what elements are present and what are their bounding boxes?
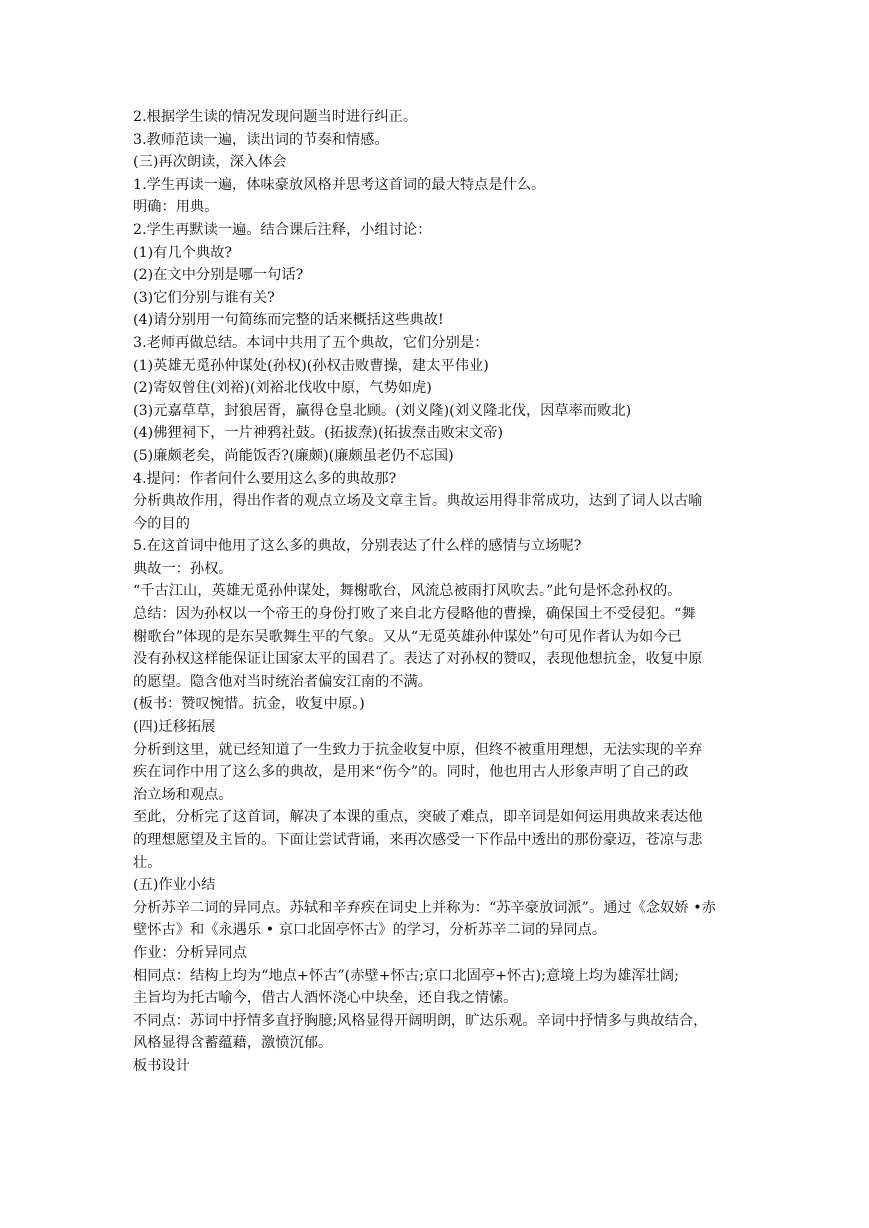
text-line: 3.教师范读一遍，读出词的节奏和情感。	[133, 131, 389, 148]
text-line: 不同点：苏词中抒情多直抒胸臆;风格显得开阔明朗，旷达乐观。辛词中抒情多与典故结合，	[133, 1012, 708, 1029]
text-line: 的愿望。隐含他对当时统治者偏安江南的不满。	[133, 673, 432, 690]
text-line: (2)在文中分别是哪一句话?	[133, 267, 304, 284]
section-heading: (五)作业小结	[133, 877, 216, 894]
text-line: 3.老师再做总结。本词中共用了五个典故，它们分别是：	[133, 334, 489, 351]
text-line: (板书：赞叹惋惜。抗金，收复中原。)	[133, 696, 365, 713]
text-line: (2)寄奴曾住(刘裕)(刘裕北伐收中原，气势如虎)	[133, 380, 432, 397]
text-line: 分析典故作用，得出作者的观点立场及文章主旨。典故运用得非常成功，达到了词人以古喻	[133, 493, 703, 510]
text-line: 4.提问：作者问什么要用这么多的典故那?	[133, 470, 397, 487]
text-line: (4)请分别用一句简练而完整的话来概括这些典故!	[133, 312, 444, 329]
text-line: (1)有几个典故?	[133, 244, 233, 261]
text-line: 2.学生再默读一遍。结合课后注释，小组讨论：	[133, 221, 432, 238]
text-line: (5)廉颇老矣，尚能饭否?(廉颇)(廉颇虽老仍不忘国)	[133, 447, 454, 464]
section-heading: (四)迁移拓展	[133, 719, 216, 736]
text-line: (1)英雄无觅孙仲谋处(孙权)(孙权击败曹操，建太平伟业)	[133, 357, 489, 374]
text-line: 今的目的	[133, 515, 190, 532]
text-line: (3)元嘉草草，封狼居胥，赢得仓皇北顾。(刘义隆)(刘义隆北伐，因草率而败北)	[133, 402, 632, 419]
text-line: 明确：用典。	[133, 199, 219, 216]
text-line: 风格显得含蓄蕴藉，激愤沉郁。	[133, 1035, 333, 1052]
text-line: 至此，分析完了这首词，解决了本课的重点，突破了难点，即辛词是如何运用典故来表达他	[133, 809, 703, 826]
text-line: 板书设计	[133, 1057, 190, 1074]
text-line: 榭歌台”体现的是东吴歌舞生平的气象。又从“无觅英雄孙仲谋处”句可见作者认为如今已	[133, 628, 682, 645]
text-line: 壮。	[133, 854, 162, 871]
text-line: 1.学生再读一遍，体味豪放风格并思考这首词的最大特点是什么。	[133, 176, 546, 193]
text-line: 治立场和观点。	[133, 786, 233, 803]
text-line: 2.根据学生读的情况发现问题当时进行纠正。	[133, 109, 418, 125]
text-line: 壁怀古》和《永遇乐 • 京口北固亭怀古》的学习，分析苏辛二词的异同点。	[133, 922, 607, 939]
text-line: 的理想愿望及主旨的。下面让尝试背诵，来再次感受一下作品中透出的那份豪迈，苍凉与悲	[133, 832, 703, 848]
text-line: 主旨均为托古喻今，借古人酒怀浇心中块垒，还自我之情愫。	[133, 990, 518, 1007]
text-line: 作业：分析异同点	[133, 944, 247, 961]
text-line: 疾在词作中用了这么多的典故，是用来“伤今”的。同时，他也用古人形象声明了自己的政	[133, 764, 689, 781]
text-line: 分析到这里，就已经知道了一生致力于抗金收复中原，但终不被重用理想，无法实现的辛弃	[133, 741, 703, 758]
text-line: 分析苏辛二词的异同点。苏轼和辛弃疾在词史上并称为：“苏辛豪放词派”。通过《念奴娇 •赤	[133, 899, 716, 916]
text-line: 总结：因为孙权以一个帝王的身份打败了来自北方侵略他的曹操，确保国土不受侵犯。“舞	[133, 606, 696, 623]
text-line: 典故一：孙权。	[133, 560, 233, 577]
text-line: 没有孙权这样能保证让国家太平的国君了。表达了对孙权的赞叹，表现他想抗金，收复中原	[133, 651, 703, 668]
section-heading: (三)再次朗读，深入体会	[133, 154, 287, 171]
text-line: 5.在这首词中他用了这么多的典故，分别表达了什么样的感情与立场呢?	[133, 538, 582, 555]
text-line: 相同点：结构上均为“地点+怀古”(赤壁+怀古;京口北固亭+怀古);意境上均为雄浑壮阔;	[133, 967, 679, 984]
text-line: “千古江山，英雄无觅孙仲谋处，舞榭歌台，风流总被雨打风吹去。”此句是怀念孙权的。	[133, 583, 682, 600]
document-page	[133, 106, 743, 1078]
text-line: (3)它们分别与谁有关?	[133, 289, 275, 306]
text-line: (4)佛狸祠下，一片神鸦社鼓。(拓拔焘)(拓拔焘击败宋文帝)	[133, 425, 504, 442]
